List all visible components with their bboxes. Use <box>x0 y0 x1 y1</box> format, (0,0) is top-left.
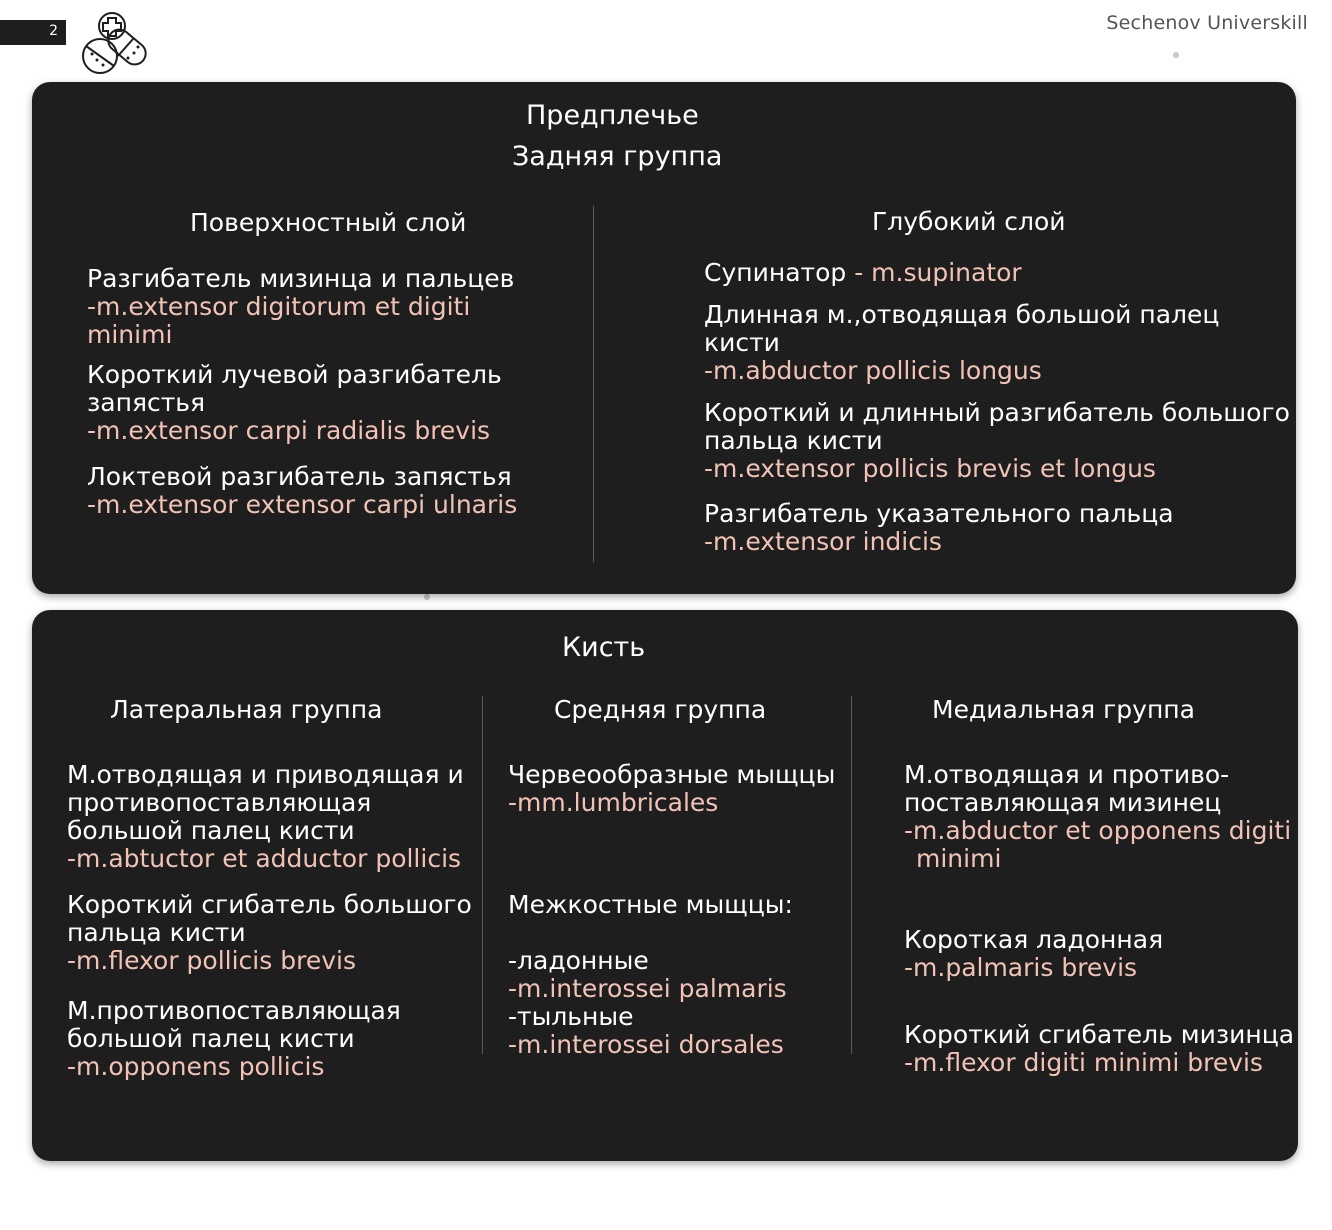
muscle-entry <box>67 761 464 873</box>
muscle-entry <box>508 761 835 817</box>
lateral-heading: Латеральная группа <box>110 695 383 724</box>
muscle-name-lat: minimi <box>916 844 1002 873</box>
muscle-entry <box>87 463 517 519</box>
muscle-entry <box>704 500 1174 556</box>
middle-heading: Средняя группа <box>554 695 767 724</box>
muscle-name-ru: -ладонные <box>508 946 649 975</box>
muscle-name-lat: minimi <box>87 320 173 349</box>
muscle-name-ru: запястья <box>87 388 206 417</box>
muscle-name-lat: -m.extensor pollicis brevis et longus <box>704 454 1156 483</box>
muscle-name-ru: Короткий сгибатель мизинца <box>904 1020 1295 1049</box>
muscle-name-ru: М.отводящая и приводящая и <box>67 760 464 789</box>
muscle-name-ru: Короткий сгибатель большого <box>67 890 472 919</box>
muscle-entry <box>704 399 1290 483</box>
deep-heading: Глубокий слой <box>872 207 1066 236</box>
muscle-name-ru: противопоставляющая <box>67 788 372 817</box>
muscle-name-lat: -m.extensor carpi radialis brevis <box>87 416 491 445</box>
muscle-name-ru: Короткий лучевой разгибатель <box>87 360 502 389</box>
muscle-name-lat: -m.interossei dorsales <box>508 1030 784 1059</box>
hand-card <box>32 610 1298 1161</box>
decorative-dot <box>1173 52 1179 58</box>
muscle-name-lat: -m.abtuctor et adductor pollicis <box>67 844 462 873</box>
page-number-badge <box>0 20 66 45</box>
muscle-name-lat: -m.interossei palmaris <box>508 974 787 1003</box>
page-number: 2 <box>49 23 58 39</box>
muscle-name-ru: пальца кисти <box>67 918 246 947</box>
muscle-name-lat: -m.palmaris brevis <box>904 953 1138 982</box>
muscle-name-ru: М.отводящая и противо- <box>904 760 1230 789</box>
muscle-name-ru: поставляющая мизинец <box>904 788 1222 817</box>
muscle-name-lat: -m.abductor pollicis longus <box>704 356 1042 385</box>
column-divider <box>851 696 852 1054</box>
column-divider <box>482 696 483 1054</box>
muscle-name-ru: Короткий и длинный разгибатель большого <box>704 398 1290 427</box>
forearm-card <box>32 82 1296 594</box>
muscle-entry <box>67 997 401 1081</box>
muscle-name-ru: большой палец кисти <box>67 816 355 845</box>
muscle-name-ru: Локтевой разгибатель запястья <box>87 462 512 491</box>
decorative-dot <box>424 594 430 600</box>
muscle-name-ru: Разгибатель указательного пальца <box>704 499 1174 528</box>
muscle-entry <box>67 891 472 975</box>
forearm-subtitle: Задняя группа <box>512 141 723 172</box>
muscle-name-ru: -тыльные <box>508 1002 634 1031</box>
muscle-name-lat: -m.extensor extensor carpi ulnaris <box>87 490 518 519</box>
muscle-name-ru: Разгибатель мизинца и пальцев <box>87 264 515 293</box>
muscle-name-ru: большой палец кисти <box>67 1024 355 1053</box>
muscle-name-lat: - m.supinator <box>846 258 1022 287</box>
muscle-name-lat: -m.opponens pollicis <box>67 1052 325 1081</box>
muscle-entry <box>904 926 1163 982</box>
pills-logo-icon <box>78 10 150 76</box>
muscle-name-lat: -mm.lumbricales <box>508 788 719 817</box>
muscle-entry <box>904 1021 1294 1077</box>
interossei-heading: Межкостные мыщцы: <box>508 890 793 919</box>
muscle-name-lat: -m.extensor indicis <box>704 527 942 556</box>
forearm-title: Предплечье <box>526 100 699 131</box>
muscle-entry <box>704 259 1022 287</box>
muscle-name-ru: Червеообразные мыщцы <box>508 760 836 789</box>
hand-title: Кисть <box>562 632 646 663</box>
muscle-entry <box>87 361 502 445</box>
muscle-name-lat: -m.flexor digiti minimi brevis <box>904 1048 1263 1077</box>
muscle-name-ru: Короткая ладонная <box>904 925 1164 954</box>
column-divider <box>593 206 594 562</box>
medial-heading: Медиальная группа <box>932 695 1195 724</box>
muscle-name-ru: пальца кисти <box>704 426 883 455</box>
muscle-name-lat: -m.extensor digitorum et digiti <box>87 292 471 321</box>
muscle-name-lat: -m.abductor et opponens digiti <box>904 816 1292 845</box>
muscle-name-ru: кисти <box>704 328 780 357</box>
muscle-entry <box>87 265 514 349</box>
muscle-name-ru: М.противопоставляющая <box>67 996 401 1025</box>
brand-name: Sechenov Universkill <box>1106 12 1308 34</box>
muscle-entry <box>704 301 1219 385</box>
muscle-name-ru: Длинная м.,отводящая большой палец <box>704 300 1220 329</box>
superficial-heading: Поверхностный слой <box>190 208 467 237</box>
muscle-name-lat: -m.flexor pollicis brevis <box>67 946 356 975</box>
muscle-entry <box>904 761 1291 873</box>
muscle-entry <box>508 947 787 1059</box>
muscle-name-ru: Супинатор <box>704 258 847 287</box>
